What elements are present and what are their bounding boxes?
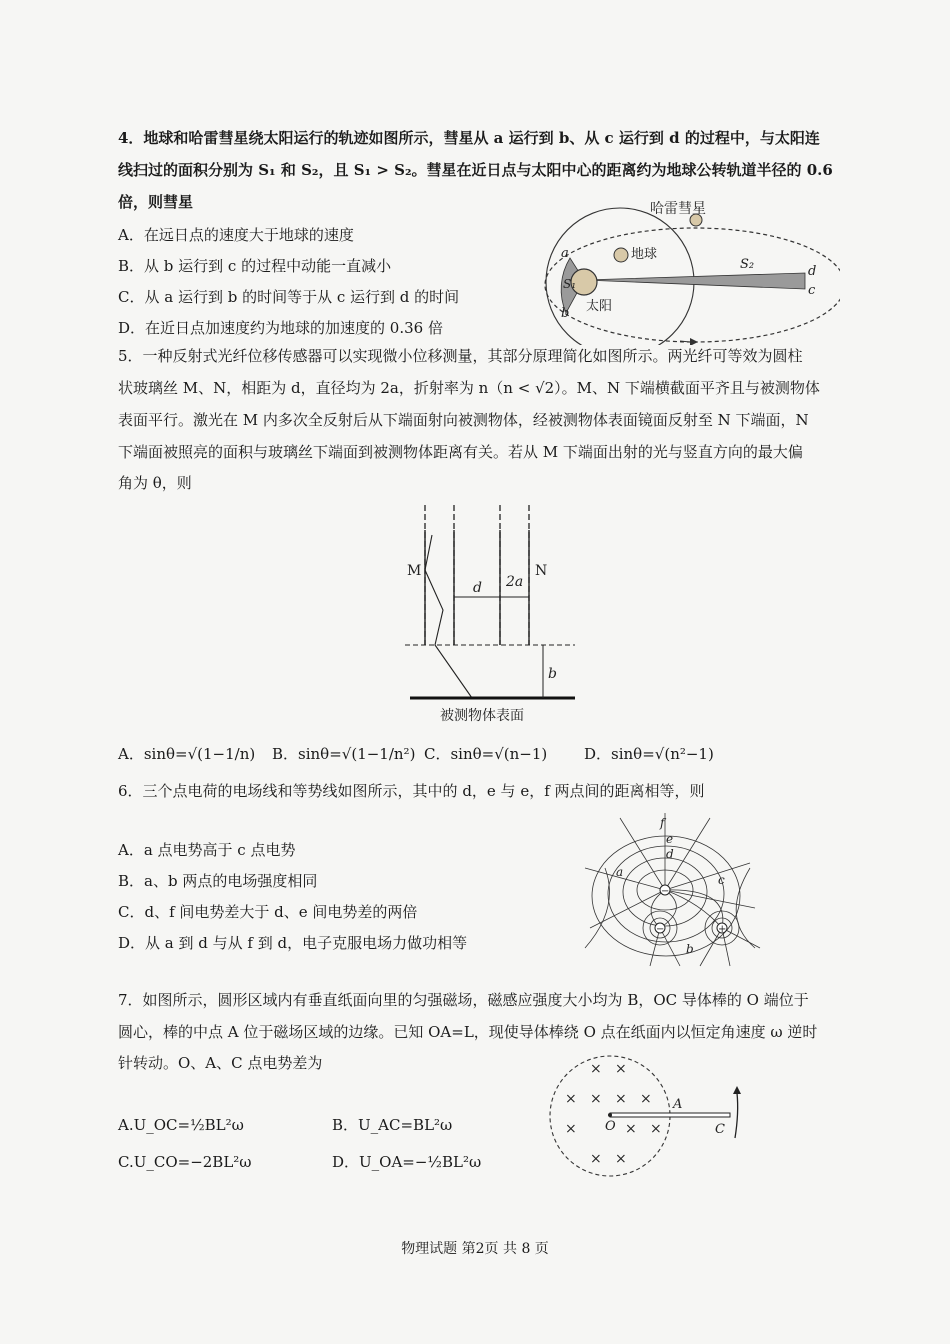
q6-charge-bottom-left: −: [656, 924, 665, 935]
q4-stem-line-1: 4．地球和哈雷彗星绕太阳运行的轨迹如图所示，彗星从 a 运行到 b、从 c 运行到 d 的过程中，与太阳连: [118, 129, 820, 147]
q7-option-d: D．U_OA=−½BL²ω: [332, 1153, 482, 1171]
q5-option-a: A．sinθ=√(1−1/n): [118, 745, 256, 763]
q5-option-d: D．sinθ=√(n²−1): [584, 745, 714, 763]
q4-s1-label: S₁: [563, 277, 577, 291]
q6-option-a: A．a 点电势高于 c 点电势: [118, 841, 296, 859]
q7-x: ×: [590, 1151, 602, 1167]
page-footer: 物理试题 第2页 共 8 页: [401, 1241, 549, 1257]
q6-point-b: b: [686, 942, 694, 956]
q5-label-n: N: [535, 563, 548, 579]
q7-stem-line-1: 7．如图所示，圆形区域内有垂直纸面向里的匀强磁场，磁感应强度大小均为 B，OC 导体棒的 O 端位于: [118, 991, 809, 1009]
q7-x: ×: [615, 1151, 627, 1167]
q6-point-c: c: [718, 873, 725, 887]
q5-fiber-figure: [395, 500, 585, 725]
q7-stem-line-2: 圆心，棒的中点 A 位于磁场区域的边缘。已知 OA=L，现使导体棒绕 O 点在纸面内以恒定角速度 ω 逆时: [118, 1023, 818, 1041]
q7-x: ×: [650, 1121, 662, 1137]
q4-stem-line-3: 倍，则彗星: [118, 193, 194, 211]
q5-stem-line-3: 表面平行。激光在 M 内多次全反射后从下端面射向被测物体，经被测物体表面镜面反射至 N 下端面，N: [118, 411, 809, 429]
q4-option-b: B．从 b 运行到 c 的过程中动能一直减小: [118, 257, 392, 275]
q6-option-d: D．从 a 到 d 与从 f 到 d，电子克服电场力做功相等: [118, 934, 468, 952]
q6-point-d: d: [666, 847, 674, 861]
q6-point-e: e: [666, 832, 674, 846]
q5-label-2a: 2a: [506, 574, 524, 590]
q6-option-c: C．d、f 间电势差大于 d、e 间电势差的两倍: [118, 903, 418, 921]
q4-point-c: c: [808, 283, 816, 298]
q7-field-figure: [545, 1048, 755, 1178]
q4-stem-line-2: 线扫过的面积分别为 S₁ 和 S₂，且 S₁ > S₂。彗星在近日点与太阳中心的距离约为地球公转轨道半径的 0.6: [118, 161, 833, 179]
q7-x: ×: [565, 1091, 577, 1107]
q7-x: ×: [565, 1121, 577, 1137]
q6-field-figure: [580, 808, 770, 968]
q4-option-c: C．从 a 运行到 b 的时间等于从 c 运行到 d 的时间: [118, 288, 460, 306]
q7-option-a: A.U_OC=½BL²ω: [118, 1116, 244, 1134]
q6-point-a: a: [616, 865, 624, 879]
q4-option-d: D．在近日点加速度约为地球的加速度的 0.36 倍: [118, 319, 443, 337]
q7-option-c: C.U_CO=−2BL²ω: [118, 1153, 252, 1171]
q5-stem-line-4: 下端面被照亮的面积与玻璃丝下端面到被测物体距离有关。若从 M 下端面出射的光与竖直方向的最大偏: [118, 443, 803, 461]
q5-caption: 被测物体表面: [440, 708, 524, 724]
q7-option-b: B．U_AC=BL²ω: [332, 1116, 453, 1134]
q6-stem: 6．三个点电荷的电场线和等势线如图所示，其中的 d，e 与 e，f 两点间的距离相等，则: [118, 782, 705, 800]
q7-x: ×: [590, 1061, 602, 1077]
q7-x: ×: [615, 1091, 627, 1107]
q4-comet-label: 哈雷彗星: [650, 201, 706, 217]
q5-option-c: C．sinθ=√(n−1): [424, 745, 548, 763]
q6-charge-top: −: [661, 886, 670, 897]
q7-x: ×: [615, 1061, 627, 1077]
q6-point-f: f: [660, 816, 665, 830]
q7-x: ×: [640, 1091, 652, 1107]
q4-point-d: d: [808, 264, 817, 279]
q5-option-b: B．sinθ=√(1−1/n²): [272, 745, 416, 763]
q5-stem-line-5: 角为 θ，则: [118, 474, 192, 492]
q4-point-b: b: [561, 306, 570, 321]
q5-label-d: d: [473, 580, 482, 596]
q4-s2-label: S₂: [740, 257, 755, 272]
q7-x: ×: [590, 1091, 602, 1107]
q7-x: ×: [625, 1121, 637, 1137]
q5-stem-line-2: 状玻璃丝 M、N，相距为 d，直径均为 2a，折射率为 n（n < √2）。M、N 下端横截面平齐且与被测物体: [118, 379, 820, 397]
q5-label-m: M: [407, 563, 422, 579]
q7-label-c: C: [715, 1122, 725, 1137]
q4-orbit-figure: [540, 195, 840, 345]
q4-earth-label: 地球: [631, 247, 658, 262]
q4-point-a: a: [561, 246, 569, 261]
q5-stem-line-1: 5．一种反射式光纤位移传感器可以实现微小位移测量，其部分原理简化如图所示。两光纤可等效为圆柱: [118, 347, 803, 365]
q7-label-o: O: [605, 1119, 616, 1134]
q4-sun-label: 太阳: [586, 299, 613, 314]
q7-stem-line-3: 针转动。O、A、C 点电势差为: [118, 1054, 323, 1072]
q4-option-a: A．在远日点的速度大于地球的速度: [118, 226, 354, 244]
q7-label-a: A: [673, 1097, 683, 1112]
q6-charge-right: +: [718, 924, 727, 935]
q5-label-b: b: [548, 666, 557, 682]
q6-option-b: B．a、b 两点的电场强度相同: [118, 872, 318, 890]
